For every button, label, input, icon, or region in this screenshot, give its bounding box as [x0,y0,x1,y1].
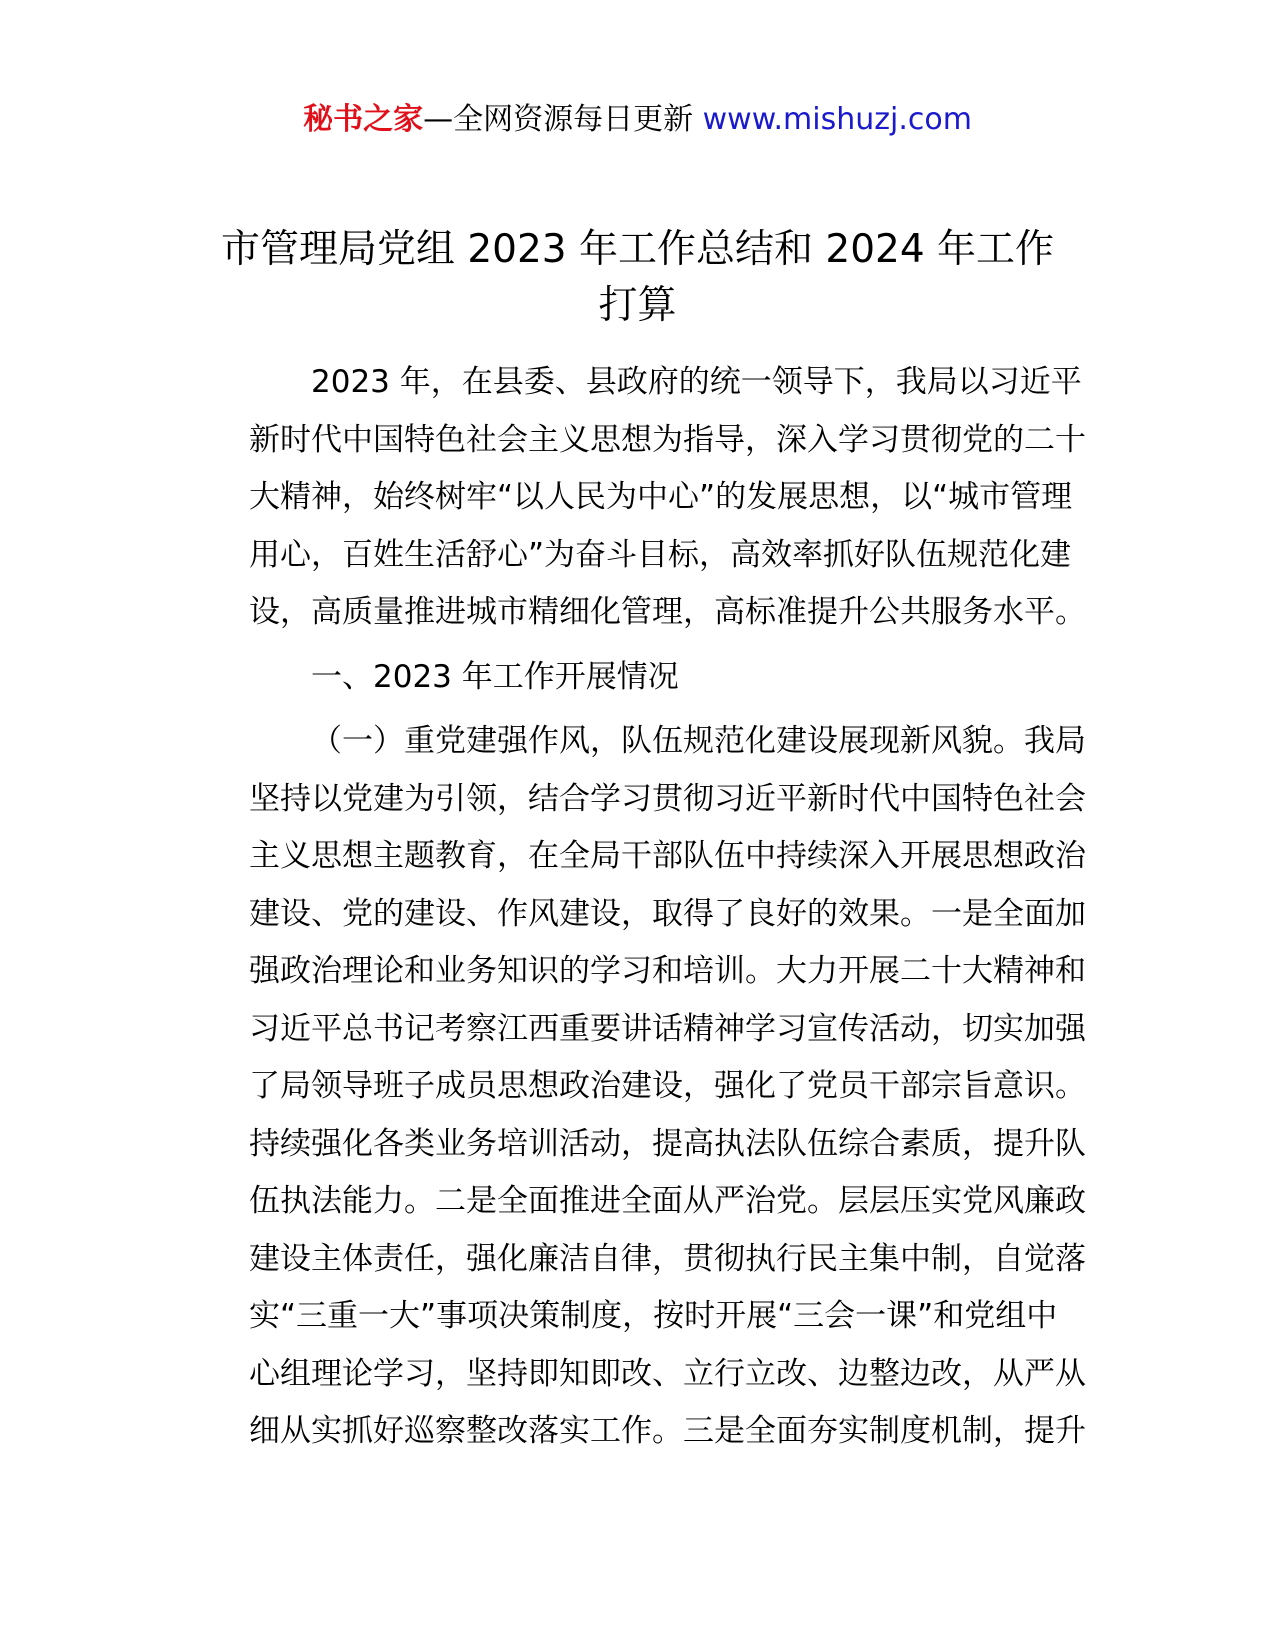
paragraph-line: 坚持以党建为引领，结合学习贯彻习近平新时代中国特色社会 [249,780,1086,817]
paragraph-line: 用心，百姓生活舒心”为奋斗目标，高效率抓好队伍规范化建 [249,536,1072,573]
paragraph-line: 大精神，始终树牢“以人民为中心”的发展思想，以“城市管理 [249,479,1073,515]
title-line-1: 市管理局党组 2023 年工作总结和 2024 年工作 [220,227,1055,272]
paragraph-line: 2023 年，在县委、县政府的统一领导下，我局以习近平 [311,364,1082,400]
section-heading-text: 一、2023 年工作开展情况 [311,658,679,695]
paragraph-line: 细从实抓好巡察整改落实工作。三是全面夯实制度机制，提升 [249,1413,1086,1449]
intro-paragraph [187,354,1087,642]
paragraph-line: 心组理论学习，坚持即知即改、立行立改、边整边改，从严从 [249,1355,1086,1392]
paragraph-line: 强政治理论和业务知识的学习和培训。大力开展二十大精神和 [249,953,1086,989]
paragraph-line: 实“三重一大”事项决策制度，按时开展“三会一课”和党组中 [249,1298,1058,1334]
paragraph-line: 持续强化各类业务培训活动，提高执法队伍综合素质，提升队 [249,1125,1086,1162]
site-header [0,100,1275,140]
paragraph-line: 设，高质量推进城市精细化管理，高标准提升公共服务水平。 [249,594,1086,630]
document-body [187,354,1087,1468]
title-line-2: 打算 [598,283,677,328]
section-paragraph [187,713,1087,1461]
paragraph-line: 建设、党的建设、作风建设，取得了良好的效果。一是全面加 [249,895,1086,932]
header-url-link[interactable]: www.mishuzj.com [702,102,972,137]
paragraph-line: 主义思想主题教育，在全局干部队伍中持续深入开展思想政治 [249,838,1086,874]
paragraph-line: 新时代中国特色社会主义思想为指导，深入学习贯彻党的二十 [249,421,1086,458]
section-heading [187,649,1087,707]
paragraph-line: 伍执法能力。二是全面推进全面从严治党。层层压实党风廉政 [249,1183,1086,1219]
header-tagline: —全网资源每日更新 [423,102,703,137]
paragraph-line: 习近平总书记考察江西重要讲话精神学习宣传活动，切实加强 [249,1010,1086,1047]
paragraph-line: （一）重党建强作风，队伍规范化建设展现新风貌。我局 [311,723,1086,759]
document-title [180,222,1095,334]
paragraph-line: 建设主体责任，强化廉洁自律，贯彻执行民主集中制，自觉落 [249,1240,1086,1277]
header-brand: 秘书之家 [303,102,424,137]
paragraph-line: 了局领导班子成员思想政治建设，强化了党员干部宗旨意识。 [249,1068,1086,1104]
